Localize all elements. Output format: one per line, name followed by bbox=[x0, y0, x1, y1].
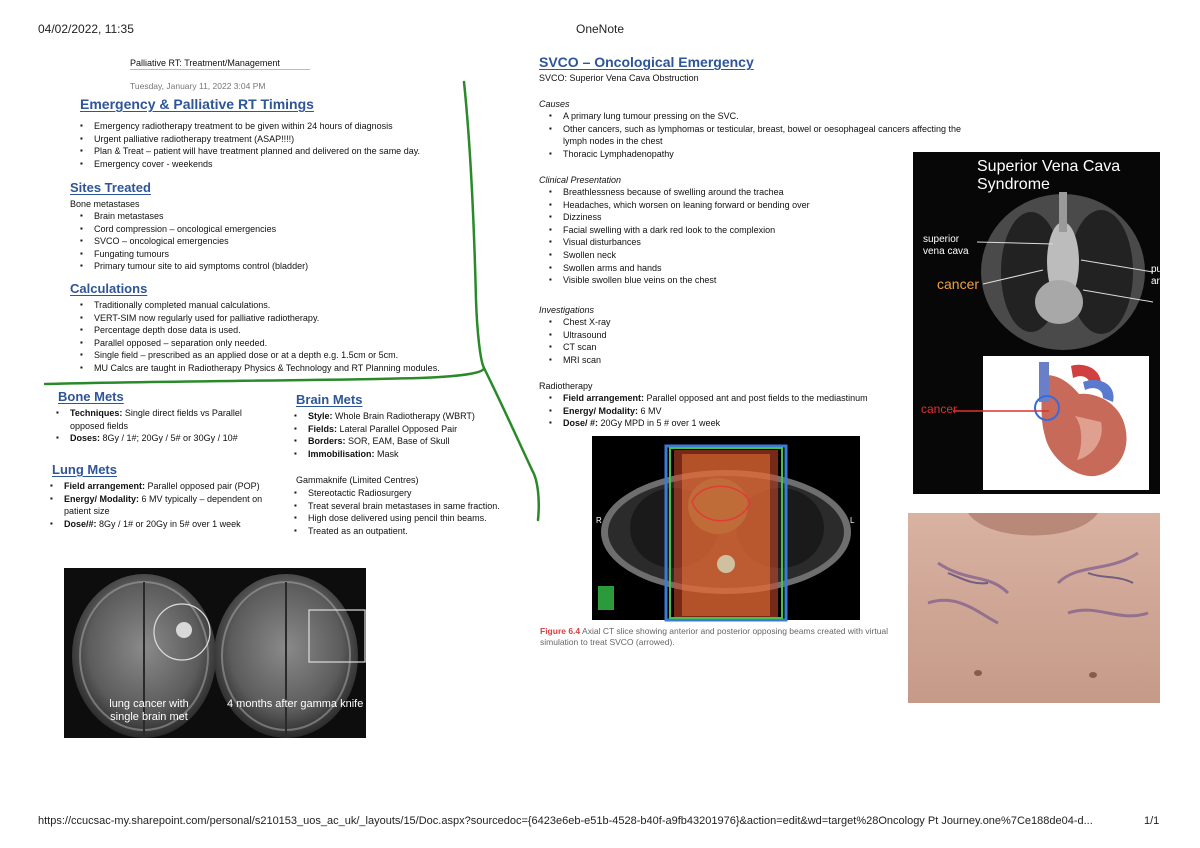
ct-figure-caption: Figure 6.4 Axial CT slice showing anterior and posterior opposing beams created with virtual simulation to treat SVCO (arrowed). bbox=[540, 626, 889, 647]
list-item: ▪ Primary tumour site to aid symptoms control (bladder) bbox=[70, 260, 490, 273]
list-item: ▪ Emergency cover - weekends bbox=[70, 158, 490, 171]
print-datetime: 04/02/2022, 11:35 bbox=[38, 22, 134, 36]
list-item: ▪ Energy/ Modality: 6 MV bbox=[539, 405, 909, 418]
list-item: ▪ CT scan bbox=[539, 341, 739, 354]
list-item: ▪ Percentage depth dose data is used. bbox=[70, 324, 490, 337]
list-item: ▪ Fungating tumours bbox=[70, 248, 490, 261]
list-item: ▪ Brain metastases bbox=[70, 210, 490, 223]
list-item: ▪ A primary lung tumour pressing on the SVC. bbox=[539, 110, 979, 123]
page-timestamp: Tuesday, January 11, 2022 3:04 PM bbox=[130, 81, 266, 91]
heart-cancer-pointer bbox=[953, 406, 1053, 416]
list-item: ▪ Techniques: Single direct fields vs Parallel opposed fields bbox=[46, 407, 276, 432]
timings-heading: Emergency & Palliative RT Timings bbox=[80, 96, 314, 112]
list-item: ▪ Treated as an outpatient. bbox=[284, 525, 534, 538]
sites-intro: Bone metastases bbox=[70, 199, 140, 209]
list-item: ▪ Dose/#: 8Gy / 1# or 20Gy in 5# over 1 week bbox=[40, 518, 280, 531]
list-item: ▪ Swollen neck bbox=[539, 249, 899, 262]
list-item: ▪ Fields: Lateral Parallel Opposed Pair bbox=[284, 423, 514, 436]
ct-side-left: L bbox=[850, 516, 855, 525]
gammaknife-heading: Gammaknife (Limited Centres) bbox=[296, 475, 419, 485]
list-item: ▪ Immobilisation: Mask bbox=[284, 448, 514, 461]
print-url[interactable]: https://ccucsac-my.sharepoint.com/personal/s210153_uos_ac_uk/_layouts/15/Doc.aspx?sourcedoc={6423e6eb-e51b-4528-b40f-a9fb43201976}&action=edit&wd=target%28Oncology Pt Journey.one%7Ce188de04-d... bbox=[38, 815, 1093, 827]
ct-dose-image bbox=[592, 436, 860, 620]
bone-mets-heading: Bone Mets bbox=[58, 389, 124, 404]
list-item: ▪ Visible swollen blue veins on the chest bbox=[539, 274, 899, 287]
print-app-name: OneNote bbox=[575, 22, 625, 36]
list-item: ▪ SVCO – oncological emergencies bbox=[70, 235, 490, 248]
list-item: ▪ Treat several brain metastases in same fraction. bbox=[284, 500, 534, 513]
list-item: ▪ Dizziness bbox=[539, 211, 899, 224]
list-item: ▪ Ultrasound bbox=[539, 329, 739, 342]
svco-subtitle: SVCO: Superior Vena Cava Obstruction bbox=[539, 73, 699, 83]
page-title: Palliative RT: Treatment/Management bbox=[130, 58, 280, 68]
list-item: ▪ Borders: SOR, EAM, Base of Skull bbox=[284, 435, 514, 448]
svc-image-title: Superior Vena Cava Syndrome bbox=[977, 158, 1121, 193]
list-item: ▪ Chest X-ray bbox=[539, 316, 739, 329]
mri-right-caption: 4 months after gamma knife bbox=[227, 698, 364, 710]
svco-heading: SVCO – Oncological Emergency bbox=[539, 54, 754, 70]
list-item: ▪ Swollen arms and hands bbox=[539, 262, 899, 275]
list-item: ▪ Emergency radiotherapy treatment to be given within 24 hours of diagnosis bbox=[70, 120, 490, 133]
brain-mri-image bbox=[64, 568, 366, 738]
heart-anatomy-graphic bbox=[983, 356, 1149, 490]
causes-heading: Causes bbox=[539, 99, 570, 109]
list-item: ▪ Energy/ Modality: 6 MV typically – dependent on patient size bbox=[40, 493, 280, 518]
lung-mets-heading: Lung Mets bbox=[52, 462, 117, 477]
ct-side-right: R bbox=[596, 516, 602, 525]
list-item: ▪ Facial swelling with a dark red look to the complexion bbox=[539, 224, 899, 237]
list-item: ▪ High dose delivered using pencil thin beams. bbox=[284, 512, 534, 525]
sites-heading: Sites Treated bbox=[70, 180, 151, 195]
list-item: ▪ Cord compression – oncological emergencies bbox=[70, 223, 490, 236]
list-item: ▪ Style: Whole Brain Radiotherapy (WBRT) bbox=[284, 410, 514, 423]
clinical-list bbox=[539, 186, 899, 287]
brain-mets-heading: Brain Mets bbox=[296, 392, 363, 407]
heart-diagram-image bbox=[913, 352, 1160, 494]
list-item: ▪ Urgent palliative radiotherapy treatment (ASAP!!!!) bbox=[70, 133, 490, 146]
svc-cut-label: pu ar bbox=[1151, 264, 1163, 287]
list-item: ▪ Field arrangement: Parallel opposed ant and post fields to the mediastinum bbox=[539, 392, 909, 405]
ct-scan-graphic bbox=[592, 436, 860, 620]
list-item: ▪ Thoracic Lymphadenopathy bbox=[539, 148, 979, 161]
list-item: ▪ Headaches, which worsen on leaning forward or bending over bbox=[539, 199, 899, 212]
calculations-heading: Calculations bbox=[70, 281, 148, 296]
list-item: ▪ VERT-SIM now regularly used for palliative radiotherapy. bbox=[70, 312, 490, 325]
list-item: ▪ Field arrangement: Parallel opposed pair (POP) bbox=[40, 480, 280, 493]
heart-diagram-panel bbox=[983, 356, 1149, 490]
list-item: ▪ Visual disturbances bbox=[539, 236, 899, 249]
list-item: ▪ Stereotactic Radiosurgery bbox=[284, 487, 534, 500]
chest-photo-graphic bbox=[908, 513, 1160, 703]
list-item: ▪ Doses: 8Gy / 1#; 20Gy / 5# or 30Gy / 10# bbox=[46, 432, 276, 445]
heart-cancer-label: cancer bbox=[921, 402, 958, 416]
mri-left-caption: lung cancer with single brain met bbox=[109, 698, 189, 723]
list-item: ▪ MRI scan bbox=[539, 354, 739, 367]
chest-veins-photo bbox=[908, 513, 1160, 703]
investigations-heading: Investigations bbox=[539, 305, 595, 315]
list-item: ▪ Traditionally completed manual calculations. bbox=[70, 299, 490, 312]
list-item: ▪ Plan & Treat – patient will have treatment planned and delivered on the same day. bbox=[70, 145, 490, 158]
svc-syndrome-image bbox=[913, 152, 1163, 352]
list-item: ▪ Breathlessness because of swelling around the trachea bbox=[539, 186, 899, 199]
list-item: ▪ Dose/ #: 20Gy MPD in 5 # over 1 week bbox=[539, 417, 909, 430]
clinical-heading: Clinical Presentation bbox=[539, 175, 622, 185]
list-item: ▪ MU Calcs are taught in Radiotherapy Physics & Technology and RT Planning modules. bbox=[70, 362, 490, 375]
radiotherapy-heading: Radiotherapy bbox=[539, 381, 593, 391]
list-item: ▪ Single field – prescribed as an applied dose or at a depth e.g. 1.5cm or 5cm. bbox=[70, 349, 490, 362]
list-item: ▪ Parallel opposed – separation only needed. bbox=[70, 337, 490, 350]
svc-label: superior vena cava bbox=[923, 234, 969, 257]
svc-cancer-label: cancer bbox=[937, 276, 980, 292]
list-item: ▪ Other cancers, such as lymphomas or testicular, breast, bowel or oesophageal cancers affecting the lymph nodes in the chest bbox=[539, 123, 979, 148]
investigations-list bbox=[539, 316, 739, 366]
radiotherapy-list bbox=[539, 392, 909, 430]
print-page-number: 1/1 bbox=[1144, 815, 1160, 827]
